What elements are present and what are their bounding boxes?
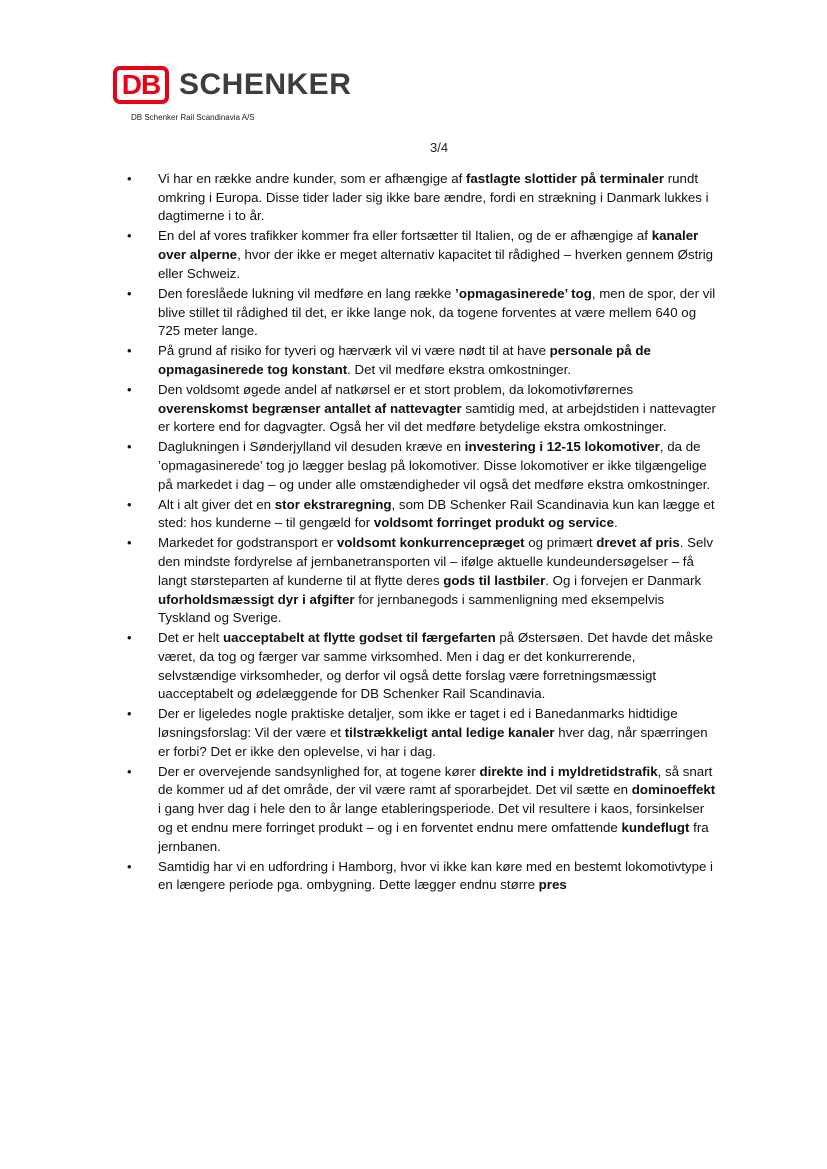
text-segment: , som DB Schenker Rail Scandinavia kun kan lægge et sted: hos kunderne – til gengæld for (158, 496, 715, 531)
bold-text: tilstrækkeligt antal ledige kanaler (344, 725, 555, 741)
text-segment: og primært (524, 535, 597, 551)
page-number: 3/4 (430, 140, 449, 155)
text-segment: Den foreslåede lukning vil medføre en lang række (158, 285, 456, 301)
bold-text: dominoeffekt (631, 782, 716, 798)
text-segment: på Østersøen. Det havde det måske været, da tog og færger var samme virksomhed. Men i dag er det konkurrerende, selvstændige virksomheder, og derfor vil også dette forslag være forretningsmæssigt uacceptabelt og ødelæggende for DB Schenker Rail Scandinavia. (158, 630, 713, 702)
bullet-item (127, 438, 717, 494)
bullet-item (127, 342, 717, 379)
bullet-item (127, 170, 717, 226)
bold-text: fastlagte slottider på terminaler (465, 171, 665, 186)
text-segment: Daglukningen i Sønderjylland vil desuden kræve en (158, 439, 465, 455)
text-segment: hver dag, når spærringen er forbi? Det er ikke den oplevelse, vi har i dag. (158, 725, 708, 759)
text-segment: Vi har en række andre kunder, som er afhængige af (158, 171, 466, 186)
text-segment: samtidig med, at arbejdstiden i nattevagter er kortere end for dagvagter. Også her vil det medføre betydelige ekstra omkostninger. (158, 400, 716, 435)
bold-text: kundeflugt (621, 819, 690, 835)
bold-text: uacceptabelt at flytte godset til færgefarten (223, 630, 496, 646)
bold-text: overenskomst begrænser antallet af nattevagter (158, 400, 462, 416)
text-segment: Alt i alt giver det en (158, 496, 275, 512)
bold-text: voldsomt konkurrencepræget (336, 535, 525, 551)
bullet-item (127, 381, 717, 437)
text-segment: Den voldsomt øgede andel af natkørsel er et stort problem, da lokomotivførernes (158, 381, 634, 397)
text-segment: Markedet for godstransport er (158, 535, 337, 551)
bold-text: gods til lastbiler (443, 572, 546, 588)
bold-text: kanaler over alperne (158, 228, 699, 263)
bullet-item (127, 285, 717, 341)
bold-text: uforholdsmæssigt dyr i afgifter (158, 591, 355, 607)
text-segment: , da de ’opmagasinerede’ tog jo lægger beslag på lokomotiver. Disse lokomotiver er ikke tilgængelige på markedet i dag – og under alle omstændigheder vil også det medføre ekstra omkostninger. (158, 439, 711, 492)
text-segment: . (613, 515, 618, 531)
bullet-item (127, 496, 717, 533)
text-segment: Der er ligeledes nogle praktiske detaljer, som ikke er taget i ed i Banedanmarks hidtidige løsningsforslag: Vil der være et (158, 706, 678, 741)
bold-text: investering i 12-15 lokomotiver (464, 439, 660, 455)
text-segment: Samtidig har vi en udfordring i Hamborg, hvor vi ikke kan køre med en bestemt lokomotivtype i en længere periode pga. ombygning. Dette lægger endnu større (158, 858, 714, 893)
text-segment: En del af vores trafikker kommer fra eller fortsætter til Italien, og de er afhængige af (158, 228, 652, 244)
text-segment: , men de spor, der vil blive stillet til rådighed til det, er ikke lange nok, da togene forventes at være mellem 640 og 725 meter lange. (158, 285, 716, 339)
text-segment: rundt omkring i Europa. Disse tider lader sig ikke bare ændre, fordi en strækning i Danmark lukkes i dagtimerne i to år. (158, 171, 709, 224)
text-segment: På grund af risiko for tyveri og hærværk vil vi være nødt til at have (158, 343, 550, 359)
brand-name: SCHENKER (179, 68, 352, 101)
bold-text: drevet af pris (596, 535, 680, 551)
text-segment: fra jernbanen. (158, 819, 709, 854)
text-segment: . Selv den mindste fordyrelse af jernbanetransporten vil – ifølge aktuelle kundeundersøgelser – få langt størsteparten af kunderne til at flytte deres (158, 535, 714, 588)
text-segment: . Det vil medføre ekstra omkostninger. (347, 361, 572, 377)
bullet-item (127, 858, 717, 895)
company-name: DB Schenker Rail Scandinavia A/S (131, 113, 255, 122)
bold-text: ’opmagasinerede’ tog (455, 285, 592, 301)
bold-text: direkte ind i myldretidstrafik (479, 763, 658, 779)
bullet-item (127, 763, 717, 857)
bullet-item (127, 534, 717, 628)
bullet-list (127, 170, 717, 896)
bullet-item (127, 227, 717, 283)
db-schenker-logo (113, 64, 351, 106)
bold-text: personale på de opmagasinerede tog konstant (158, 343, 651, 377)
text-segment: Der er overvejende sandsynlighed for, at togene kører (158, 763, 480, 779)
bold-text: stor ekstraregning (274, 496, 392, 512)
bullet-item (127, 705, 717, 761)
text-segment: , så snart de kommer ud af det område, der vil være ramt af sporarbejdet. Det vil sætte en (158, 763, 713, 798)
text-segment: for jernbanegods i sammenligning med eksempelvis Tyskland og Sverige. (158, 591, 665, 626)
bold-text: pres (538, 877, 567, 893)
text-segment: , hvor der ikke er meget alternativ kapacitet til rådighed – hverken gennem Østrig eller Schweiz. (158, 247, 714, 281)
db-logo-mark: DB (113, 66, 169, 104)
text-segment: i gang hver dag i hele den to år lange etableringsperiode. Det vil resultere i kaos, forsinkelser og et endnu mere forringet produkt – og i en forventet endnu mere omfattende (158, 801, 705, 835)
bold-text: voldsomt forringet produkt og service (373, 515, 614, 531)
bullet-item (127, 629, 717, 704)
text-segment: Det er helt (158, 630, 224, 646)
text-segment: . Og i forvejen er Danmark (545, 572, 702, 588)
